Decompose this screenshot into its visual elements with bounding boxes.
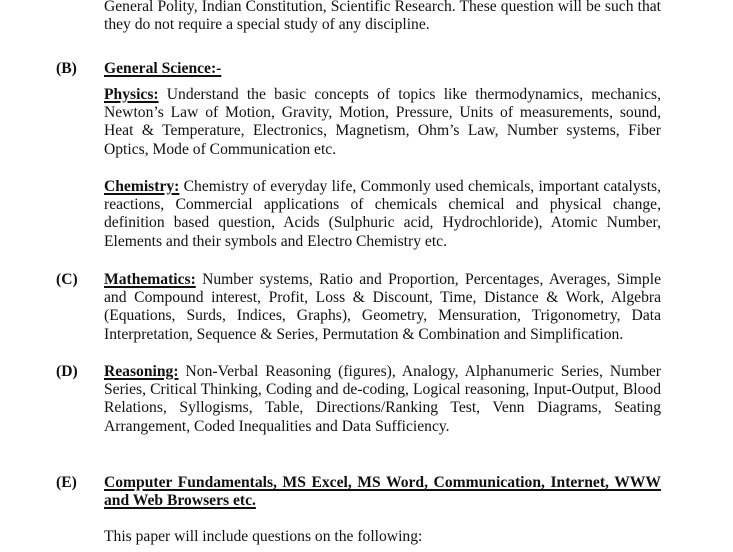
chemistry-text: Chemistry of everyday life, Commonly used chemicals, important catalysts, reactions, Commercial applications of chemicals chemical and physical change, definition based question, Acids (Sulphuric acid, Hydrochloride), Atomic Number, Elements and their symbols and Electro Chemistry etc. — [104, 178, 661, 250]
section-c-label: (C) — [56, 271, 78, 288]
section-e-label: (E) — [56, 474, 77, 491]
physics-paragraph — [104, 86, 661, 159]
physics-text: Understand the basic concepts of topics like thermodynamics, mechanics, Newton’s Law of Motion, Gravity, Motion, Pressure, Units of measurements, sound, Heat & Temperature, Electronics, Magnetism, Ohm’s Law, Number systems, Fiber Optics, Mode of Communication etc. — [104, 86, 661, 158]
chemistry-paragraph — [104, 178, 661, 251]
section-d-label: (D) — [56, 363, 78, 380]
mathematics-heading: Mathematics: — [104, 271, 196, 288]
mathematics-paragraph — [104, 271, 661, 344]
section-b-heading — [104, 60, 661, 78]
section-e-intro: This paper will include questions on the following: — [104, 528, 423, 545]
section-b-label: (B) — [56, 60, 77, 77]
chemistry-heading: Chemistry: — [104, 178, 180, 195]
reasoning-paragraph — [104, 363, 661, 436]
general-science-heading: General Science:- — [104, 60, 222, 77]
intro-paragraph: General Polity, Indian Constitution, Scientific Research. These question will be such that they do not require a special study of any discipline. — [104, 0, 661, 34]
reasoning-text: Non-Verbal Reasoning (figures), Analogy, Alphanumeric Series, Number Series, Critical Thinking, Coding and de-coding, Logical reasoning, Input-Output, Blood Relations, Syllogisms, Table, Directions/Ranking Test, Venn Diagrams, Seating Arrangement, Coded Inequalities and Data Sufficiency. — [104, 363, 661, 435]
mathematics-text: Number systems, Ratio and Proportion, Percentages, Averages, Simple and Compound interest, Profit, Loss & Discount, Time, Distance & Work, Algebra (Equations, Surds, Indices, Graphs), Geometry, Mensuration, Trigonometry, Data Interpretation, Sequence & Series, Permutation & Combination and Simplification. — [104, 271, 661, 343]
section-e-heading-block — [104, 474, 661, 510]
physics-heading: Physics: — [104, 86, 159, 103]
computer-fundamentals-heading: Computer Fundamentals, MS Excel, MS Word, Communication, Internet, WWW and Web Browsers etc. — [104, 474, 661, 510]
reasoning-heading: Reasoning: — [104, 363, 179, 380]
